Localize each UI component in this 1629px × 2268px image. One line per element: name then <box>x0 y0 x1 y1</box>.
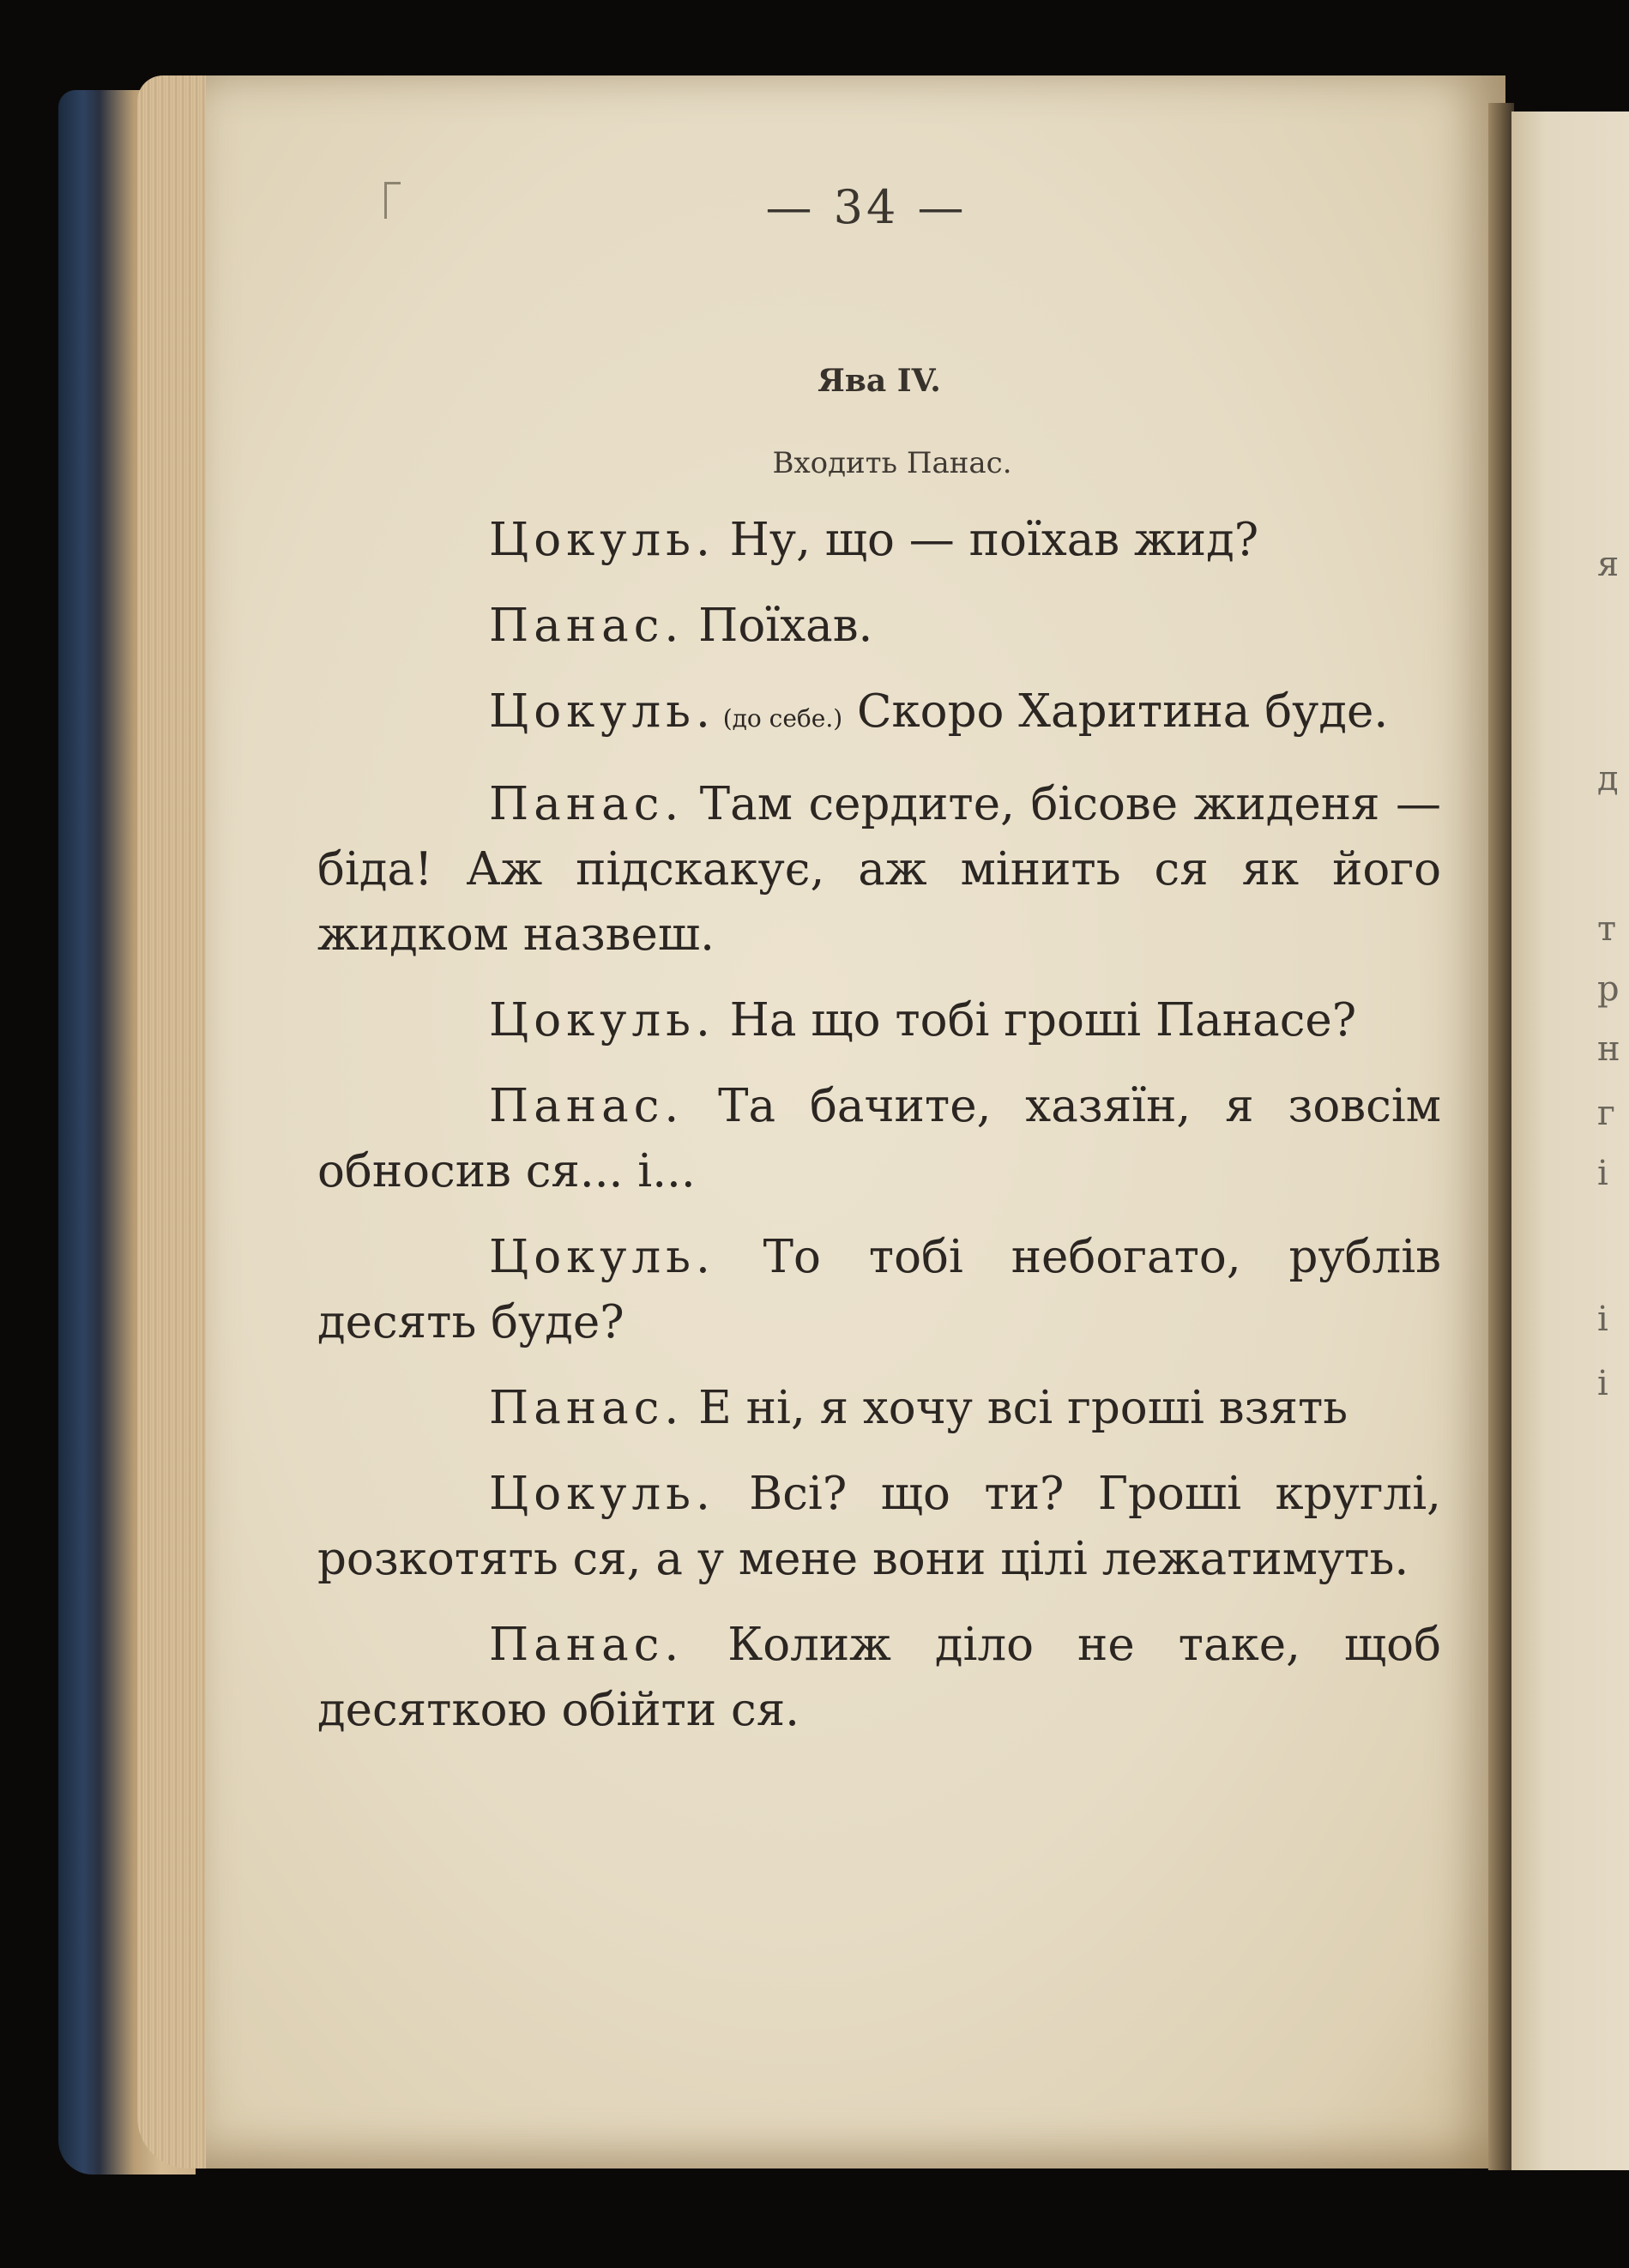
line-text: Колиж діло не таке, щоб десяткою обійти ся. <box>317 1619 1441 1736</box>
facing-page-fragment: н <box>1597 1029 1620 1069</box>
line-text: Там сердите, бісове жиденя — біда! Аж підскакує, аж мінить ся як його жидком назвеш. <box>317 778 1441 961</box>
facing-page-fragment: т <box>1597 909 1617 949</box>
dialogue-line <box>317 1074 1441 1204</box>
facing-page-fragment: д <box>1597 759 1619 799</box>
speaker-name: Цокуль. <box>489 1468 715 1520</box>
dialogue-line <box>317 508 1441 573</box>
dialogue <box>317 508 1441 1743</box>
facing-page-fragment: і <box>1597 1364 1608 1403</box>
line-text: Е ні, я хочу всі гроші взять <box>684 1382 1348 1434</box>
dialogue-line <box>317 679 1441 751</box>
speaker-name: Цокуль. <box>489 1231 715 1283</box>
scene-heading: Ява IV. <box>818 363 941 399</box>
dialogue-line <box>317 1225 1441 1355</box>
facing-page-fragment: і <box>1597 1154 1608 1193</box>
page-text <box>317 180 1441 1743</box>
dialogue-line <box>317 1376 1441 1441</box>
stage-aside: (до себе.) <box>715 704 843 733</box>
line-text: Поїхав. <box>684 600 873 652</box>
speaker-name: Панас. <box>489 1382 685 1434</box>
facing-page-fragment: і <box>1597 1300 1608 1339</box>
speaker-name: Цокуль. <box>489 685 715 738</box>
dialogue-line <box>317 988 1441 1053</box>
line-text: Всі? що ти? Гроші круглі, розкотять ся, а у мене вони цілі лежатимуть. <box>317 1468 1441 1585</box>
line-text: Скоро Харитина буде. <box>842 685 1389 738</box>
line-text: На що тобі гроші Панасе? <box>715 994 1357 1047</box>
speaker-name: Панас. <box>489 1080 685 1132</box>
facing-page-fragment: р <box>1597 969 1620 1009</box>
book-gutter <box>1488 103 1514 2170</box>
page-number: — 34 — <box>765 180 968 234</box>
dialogue-line <box>317 594 1441 659</box>
dialogue-line <box>317 1613 1441 1743</box>
facing-page-fragment: г <box>1597 1094 1615 1133</box>
dialogue-line <box>317 1462 1441 1592</box>
speaker-name: Панас. <box>489 1619 685 1671</box>
facing-page-fragment: я <box>1597 545 1620 584</box>
line-text: То тобі небогато, рублів десять буде? <box>317 1231 1441 1348</box>
speaker-name: Панас. <box>489 600 685 652</box>
speaker-name: Цокуль. <box>489 514 715 566</box>
line-text: Ну, що — поїхав жид? <box>715 514 1259 566</box>
speaker-name: Цокуль. <box>489 994 715 1047</box>
stage-direction: Входить Панас. <box>772 446 1012 480</box>
dialogue-line <box>317 772 1441 968</box>
facing-page <box>1511 112 1629 2170</box>
speaker-name: Панас. <box>489 778 685 830</box>
line-text: Та бачите, хазяїн, я зовсім обносив ся... і... <box>317 1080 1441 1197</box>
